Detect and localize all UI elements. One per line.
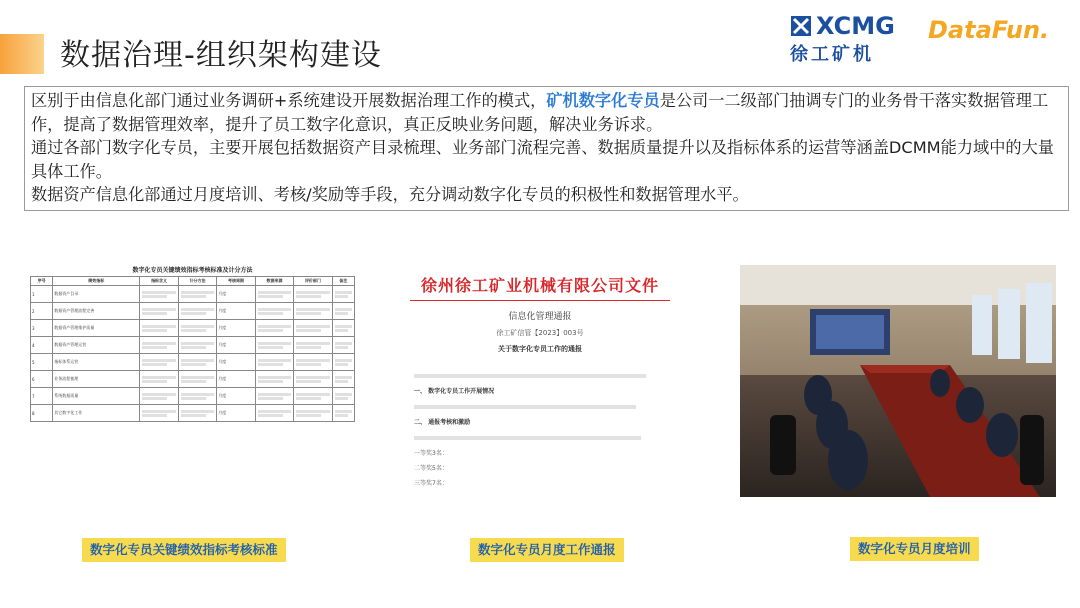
datafun-logo — [928, 16, 1078, 50]
kpi-row-blurred — [178, 286, 216, 303]
intro-paragraph-1 — [31, 89, 1062, 136]
kpi-row-blurred — [140, 371, 178, 388]
kpi-row-period: 月度 — [217, 303, 255, 320]
datafun-logo-text: DataFun. — [928, 16, 1050, 44]
kpi-row-blurred — [140, 405, 178, 422]
notice-prize-1: 一等奖3名： — [414, 450, 448, 457]
kpi-row-blurred — [332, 320, 354, 337]
kpi-row-blurred — [255, 320, 293, 337]
kpi-row-number: 2 — [31, 303, 53, 320]
kpi-document-title: 数字化专员关键绩效指标考核标准及计分方法 — [132, 267, 253, 274]
kpi-col-header: 考核周期 — [217, 277, 255, 286]
kpi-row-name: 业务流程梳理 — [53, 371, 140, 388]
kpi-row-blurred — [332, 405, 354, 422]
monthly-notice-document — [400, 265, 680, 565]
kpi-standard-document — [30, 265, 355, 495]
notice-blurred-line — [414, 436, 641, 440]
kpi-row-name: 指标体系运营 — [53, 354, 140, 371]
kpi-row-number: 6 — [31, 371, 53, 388]
kpi-row-name: 数据资产管理流程完善 — [53, 303, 140, 320]
kpi-row-period: 月度 — [217, 337, 255, 354]
kpi-row-blurred — [178, 320, 216, 337]
kpi-col-header: 绩效指标 — [53, 277, 140, 286]
kpi-row-period: 月度 — [217, 405, 255, 422]
kpi-row-blurred — [178, 303, 216, 320]
kpi-table-header — [31, 277, 355, 286]
kpi-row-blurred — [178, 337, 216, 354]
kpi-row-name: 数据资产管理维护质量 — [53, 320, 140, 337]
kpi-row-blurred — [255, 405, 293, 422]
kpi-row-period: 月度 — [217, 388, 255, 405]
kpi-table-row — [31, 320, 355, 337]
kpi-row-number: 3 — [31, 320, 53, 337]
kpi-table-row — [31, 354, 355, 371]
intro-paragraph-2: 通过各部门数字化专员，主要开展包括数据资产目录梳理、业务部门流程完善、数据质量提升以及指标体系的运营等涵盖DCMM能力域中的大量具体工作。 — [31, 138, 1054, 181]
kpi-table-row — [31, 371, 355, 388]
kpi-row-blurred — [178, 371, 216, 388]
notice-title: 关于数字化专员工作的通报 — [498, 345, 582, 353]
kpi-row-blurred — [178, 354, 216, 371]
notice-subtitle: 信息化管理通报 — [508, 312, 572, 322]
title-accent-bar — [0, 34, 44, 74]
xcmg-logo — [790, 12, 900, 66]
kpi-row-blurred — [294, 388, 332, 405]
notice-blurred-line — [414, 374, 646, 378]
xcmg-emblem-icon — [790, 15, 812, 37]
kpi-col-header: 数据来源 — [255, 277, 293, 286]
kpi-row-number: 1 — [31, 286, 53, 303]
kpi-table-row — [31, 286, 355, 303]
kpi-row-blurred — [332, 354, 354, 371]
page-title: 数据治理-组织架构建设 — [60, 38, 382, 73]
training-photo — [740, 265, 1056, 497]
kpi-row-blurred — [140, 337, 178, 354]
kpi-row-period: 月度 — [217, 354, 255, 371]
xcmg-logo-cn: 徐工矿机 — [790, 44, 874, 65]
intro-p1-end: 是公司一二级部门抽调专门的业务骨干落实数据管理工作，提高了数据管理效率，提升了员工数字化意识，真正反映业务问题，解决业务诉求。 — [31, 91, 1049, 134]
kpi-row-blurred — [255, 303, 293, 320]
intro-text-box — [24, 86, 1069, 211]
kpi-col-header: 指标含义 — [140, 277, 178, 286]
kpi-row-name: 数据资产目录 — [53, 286, 140, 303]
kpi-row-blurred — [332, 371, 354, 388]
kpi-row-blurred — [140, 388, 178, 405]
kpi-row-blurred — [255, 286, 293, 303]
kpi-row-blurred — [294, 337, 332, 354]
kpi-row-blurred — [294, 303, 332, 320]
kpi-row-blurred — [294, 320, 332, 337]
notice-caption: 数字化专员月度工作通报 — [470, 538, 624, 562]
intro-p1-start: 区别于由信息化部门通过业务调研+系统建设开展数据治理工作的模式， — [31, 91, 547, 110]
kpi-table-row — [31, 303, 355, 320]
training-room-image — [740, 265, 1056, 497]
kpi-table-row — [31, 405, 355, 422]
kpi-col-header: 备注 — [332, 277, 354, 286]
kpi-row-blurred — [332, 286, 354, 303]
kpi-row-blurred — [332, 303, 354, 320]
xcmg-logo-text: XCMG — [816, 12, 895, 40]
intro-highlight: 矿机数字化专员 — [546, 91, 660, 110]
kpi-row-period: 月度 — [217, 371, 255, 388]
kpi-row-blurred — [255, 354, 293, 371]
kpi-table-row — [31, 388, 355, 405]
kpi-col-header: 评价部门 — [294, 277, 332, 286]
kpi-row-blurred — [332, 337, 354, 354]
kpi-row-number: 8 — [31, 405, 53, 422]
kpi-col-header: 序号 — [31, 277, 53, 286]
notice-blurred-line — [414, 405, 636, 409]
kpi-row-blurred — [140, 320, 178, 337]
kpi-col-header: 计分方法 — [178, 277, 216, 286]
kpi-row-blurred — [140, 303, 178, 320]
notice-company-header: 徐州徐工矿业机械有限公司文件 — [420, 276, 659, 295]
kpi-row-blurred — [178, 405, 216, 422]
notice-prize-2: 二等奖5名： — [414, 465, 448, 472]
kpi-row-name: 数据资产管理运营 — [53, 337, 140, 354]
kpi-row-name: 系统数据质量 — [53, 388, 140, 405]
kpi-table — [30, 276, 355, 422]
kpi-row-blurred — [255, 371, 293, 388]
kpi-row-name: 其它数字化工作 — [53, 405, 140, 422]
kpi-row-number: 4 — [31, 337, 53, 354]
kpi-row-blurred — [255, 337, 293, 354]
notice-prize-3: 三等奖7名： — [414, 480, 448, 487]
intro-paragraph-3: 数据资产信息化部通过月度培训、考核/奖励等手段，充分调动数字化专员的积极性和数据管理水平。 — [31, 185, 749, 204]
kpi-row-blurred — [294, 354, 332, 371]
kpi-row-blurred — [294, 405, 332, 422]
training-caption: 数字化专员月度培训 — [850, 537, 979, 561]
kpi-row-blurred — [178, 388, 216, 405]
kpi-row-blurred — [255, 388, 293, 405]
notice-doc-number: 徐工矿信管【2023】003号 — [496, 329, 584, 337]
kpi-row-blurred — [140, 286, 178, 303]
kpi-row-number: 7 — [31, 388, 53, 405]
notice-section-1: 一、 数字化专员工作开展情况 — [414, 388, 495, 395]
kpi-row-blurred — [332, 388, 354, 405]
kpi-row-period: 月度 — [217, 320, 255, 337]
kpi-table-row — [31, 337, 355, 354]
kpi-row-blurred — [294, 286, 332, 303]
kpi-row-blurred — [294, 371, 332, 388]
kpi-row-period: 月度 — [217, 286, 255, 303]
notice-red-rule — [410, 300, 670, 301]
kpi-row-blurred — [140, 354, 178, 371]
notice-section-2: 二、 通报考核和激励 — [414, 419, 471, 426]
kpi-caption: 数字化专员关键绩效指标考核标准 — [82, 538, 286, 562]
kpi-row-number: 5 — [31, 354, 53, 371]
